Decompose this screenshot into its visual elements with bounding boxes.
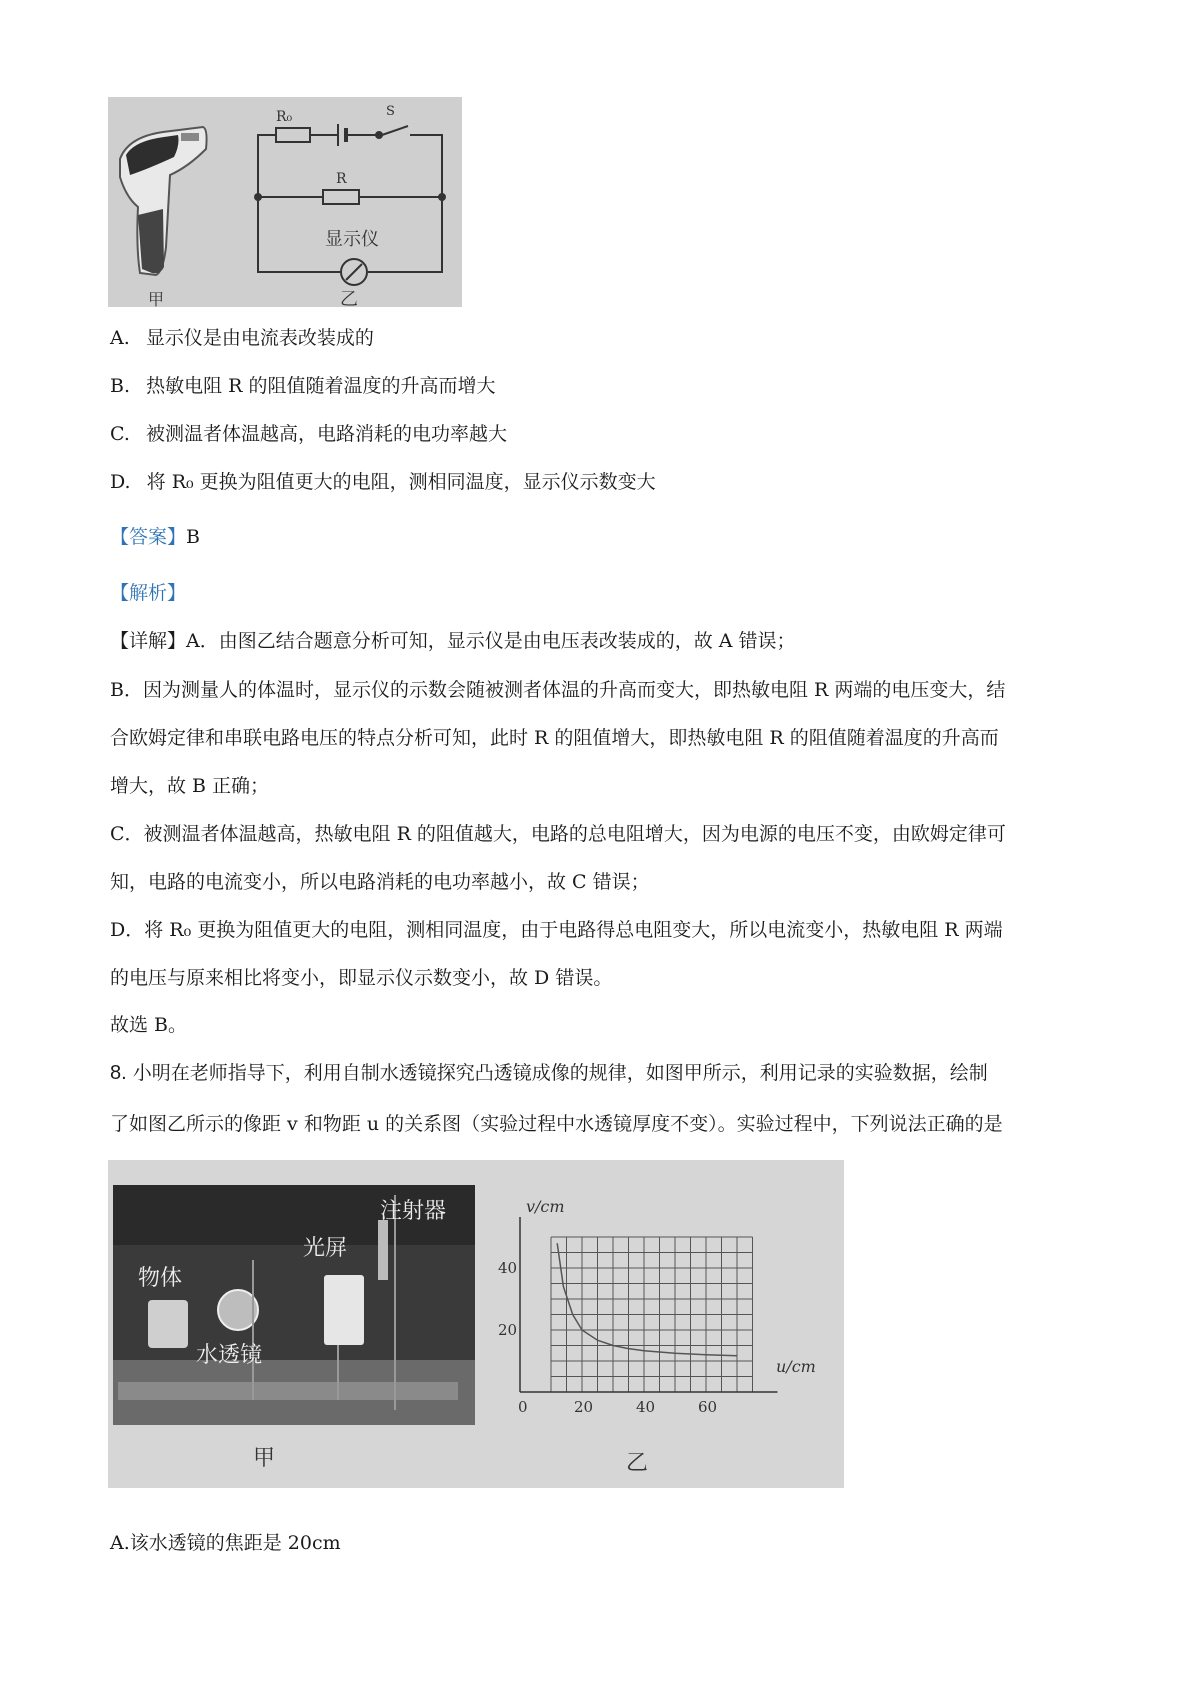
analysis-line <box>110 580 1095 606</box>
option-c-label: C. <box>110 423 130 445</box>
figure-thermometer-circuit <box>108 97 462 307</box>
switch-contact <box>376 132 382 138</box>
lens-figure-svg <box>108 1160 844 1488</box>
detail-line-2: B．因为测量人的体温时，显示仪的示数会随被测者体温的升高而变大，即热敏电阻 R 两端的电压变大，结 <box>110 679 1006 701</box>
q8-option-a: A.该水透镜的焦距是 20cm <box>110 1532 341 1554</box>
display-label: 显示仪 <box>325 229 379 250</box>
detail-line-1 <box>110 628 1095 654</box>
answer-line <box>110 524 1095 550</box>
option-b-label: B. <box>110 375 131 397</box>
detail-line-6: 知，电路的电流变小，所以电路消耗的电功率越小，故 C 错误； <box>110 871 650 893</box>
object-card <box>148 1300 188 1348</box>
x-tick-label: 40 <box>636 1398 656 1416</box>
analysis-tag: 【解析】 <box>110 582 187 604</box>
photo-label-syringe: 注射器 <box>380 1199 447 1224</box>
detail-line-4: 增大，故 B 正确； <box>110 775 270 797</box>
detail-line-3: 合欧姆定律和串联电路电压的特点分析可知，此时 R 的阻值增大，即热敏电阻 R 的阻值随着温度的升高而 <box>110 727 999 749</box>
option-a <box>110 325 374 351</box>
origin-label: 0 <box>518 1398 528 1416</box>
question-8-line-2: 了如图乙所示的像距 v 和物距 u 的关系图（实验过程中水透镜厚度不变）。实验过程中，下列说法正确的是 <box>110 1113 1003 1135</box>
photo-label-jia: 甲 <box>253 1446 276 1471</box>
option-a-label: A. <box>110 327 130 349</box>
detail-line-8: 的电压与原来相比将变小，即显示仪示数变小，故 D 错误。 <box>110 967 613 989</box>
question-number: 8. <box>110 1062 127 1084</box>
r0-label: R₀ <box>276 109 293 125</box>
y-tick-label: 40 <box>498 1259 518 1277</box>
option-c-text: 被测温者体温越高，电路消耗的电功率越大 <box>145 423 507 445</box>
x-axis-label: u/cm <box>776 1357 816 1376</box>
resistor-label: R <box>336 171 347 187</box>
syringe <box>378 1220 388 1280</box>
light-screen <box>324 1275 364 1345</box>
detail-line-5: C．被测温者体温越高，热敏电阻 R 的阻值越大，电路的总电阻增大，因为电源的电压不变，由欧姆定律可 <box>110 823 1006 845</box>
option-a-text: 显示仪是由电流表改装成的 <box>145 327 374 349</box>
option-b <box>110 373 495 399</box>
detail-text: A．由图乙结合题意分析可知，显示仪是由电压表改装成的，故 A 错误； <box>186 630 796 652</box>
y-axis-label: v/cm <box>526 1197 565 1216</box>
detail-line-7: D．将 R₀ 更换为阻值更大的电阻，测相同温度，由于电路得总电阻变大，所以电流变小，热敏电阻 R 两端 <box>110 919 1003 941</box>
question-8-line-1 <box>110 1060 1095 1086</box>
option-d-label: D. <box>110 471 131 493</box>
answer-tag: 【答案】 <box>110 526 187 548</box>
answer-value: B <box>186 526 200 548</box>
y-tick-label: 20 <box>498 1321 518 1339</box>
option-c <box>110 421 507 447</box>
figure-yi-label: 乙 <box>340 289 358 307</box>
photo-label-lens: 水透镜 <box>196 1343 263 1368</box>
figure-lens-experiment <box>108 1160 844 1488</box>
detail-tag: 【详解】 <box>110 630 187 652</box>
photo-label-object: 物体 <box>138 1266 183 1291</box>
option-d <box>110 469 656 495</box>
question-8-text-1: 小明在老师指导下，利用自制水透镜探究凸透镜成像的规律，如图甲所示，利用记录的实验数据，绘制 <box>132 1062 988 1084</box>
figure-jia-label: 甲 <box>148 290 165 307</box>
x-tick-label: 20 <box>574 1398 594 1416</box>
x-tick-label: 60 <box>698 1398 718 1416</box>
switch-label: S <box>386 104 395 119</box>
detail-line-9: 故选 B。 <box>110 1014 188 1036</box>
photo-label-screen: 光屏 <box>303 1236 348 1261</box>
option-b-text: 热敏电阻 R 的阻值随着温度的升高而增大 <box>146 375 496 397</box>
graph-yi-label: 乙 <box>626 1451 649 1476</box>
circuit-figure-svg <box>108 97 462 307</box>
optical-bench <box>118 1382 458 1400</box>
option-d-text: 将 R₀ 更换为阻值更大的电阻，测相同温度，显示仪示数变大 <box>146 471 656 493</box>
